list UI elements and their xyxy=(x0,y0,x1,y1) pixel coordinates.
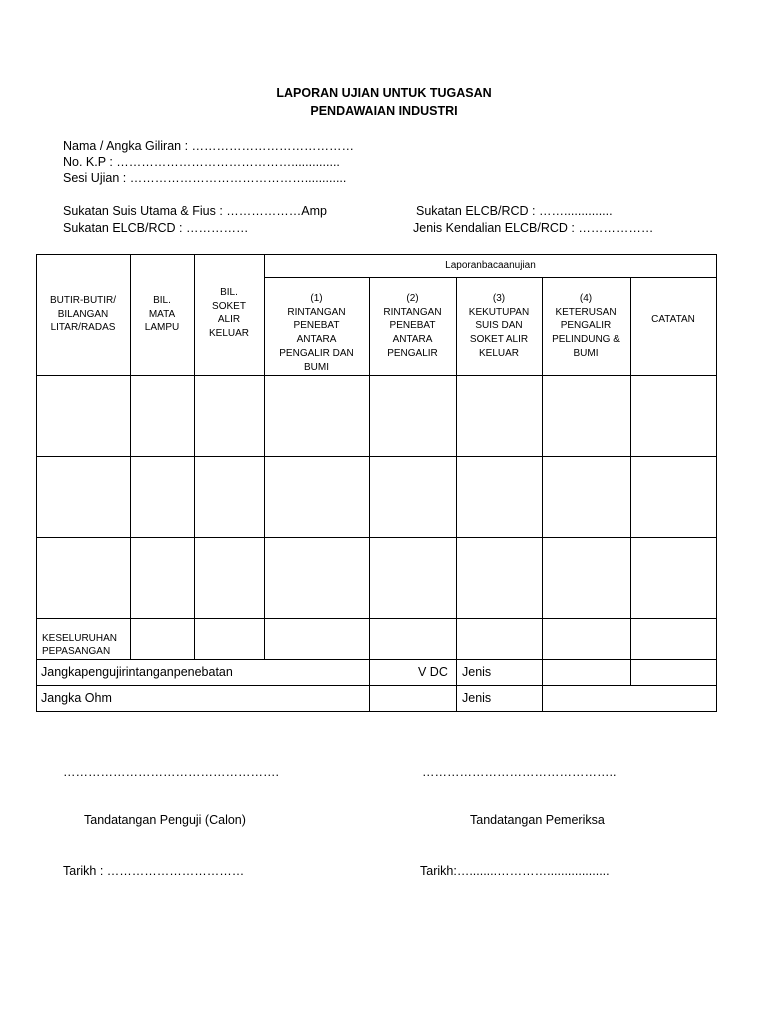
total-row-label: KESELURUHAN PEPASANGAN xyxy=(42,633,118,657)
col-header-kekutupan: (3) KEKUTUPAN SUIS DAN SOKET ALIR KELUAR xyxy=(468,293,530,359)
field-sukatan-suis: Sukatan Suis Utama & Fius : ………………Amp xyxy=(63,204,327,218)
col-header-bil-soket: BIL. SOKET ALIR KELUAR xyxy=(208,287,249,340)
signature-label-pemeriksa: Tandatangan Pemeriksa xyxy=(470,813,605,827)
col-header-catatan: CATATAN xyxy=(651,314,695,325)
col-header-butir: BUTIR-BUTIR/ BILANGAN LITAR/RADAS xyxy=(49,295,117,334)
signature-line-right: ……………………………………….. xyxy=(422,765,617,779)
meter-row-insulation-jenis: Jenis xyxy=(462,665,492,679)
date-field-right: Tarikh:…........………….................. xyxy=(420,864,610,878)
date-field-left: Tarikh : …………………………… xyxy=(63,864,245,878)
signature-label-penguji: Tandatangan Penguji (Calon) xyxy=(84,813,246,827)
meter-row-insulation-unit: V DC xyxy=(418,665,448,679)
signature-line-left: ……………………………………………. xyxy=(63,765,279,779)
field-sesi-ujian: Sesi Ujian : ……………………………………............ xyxy=(63,171,347,185)
document-title-line-1: LAPORAN UJIAN UNTUK TUGASAN xyxy=(276,86,492,100)
field-sukatan-elcb-right: Sukatan ELCB/RCD : …….............. xyxy=(416,204,613,218)
col-header-rintangan-penebat-bumi: (1) RINTANGAN PENEBAT ANTARA PENGALIR DAN BUMI xyxy=(279,293,354,373)
field-jenis-kendalian: Jenis Kendalian ELCB/RCD : ……………… xyxy=(413,221,654,235)
col-header-rintangan-penebat-pengalir: (2) RINTANGAN PENEBAT ANTARA PENGALIR xyxy=(383,293,442,359)
field-sukatan-elcb-left: Sukatan ELCB/RCD : …………… xyxy=(63,221,249,235)
field-no-kp: No. K.P : …………………………………….............. xyxy=(63,155,340,169)
meter-row-insulation-label: Jangkapengujirintanganpenebatan xyxy=(41,665,233,679)
field-nama: Nama / Angka Giliran : ………………………………… xyxy=(63,139,355,153)
col-header-bil-mata-lampu: BIL. MATA LAMPU xyxy=(144,295,180,334)
document-title-line-2: PENDAWAIAN INDUSTRI xyxy=(310,104,458,118)
col-header-keterusan: (4) KETERUSAN PENGALIR PELINDUNG & BUMI xyxy=(552,293,620,359)
meter-row-ohm-jenis: Jenis xyxy=(462,691,492,705)
meter-row-ohm-label: Jangka Ohm xyxy=(41,691,112,705)
table-group-header: Laporanbacaanujian xyxy=(445,260,536,271)
